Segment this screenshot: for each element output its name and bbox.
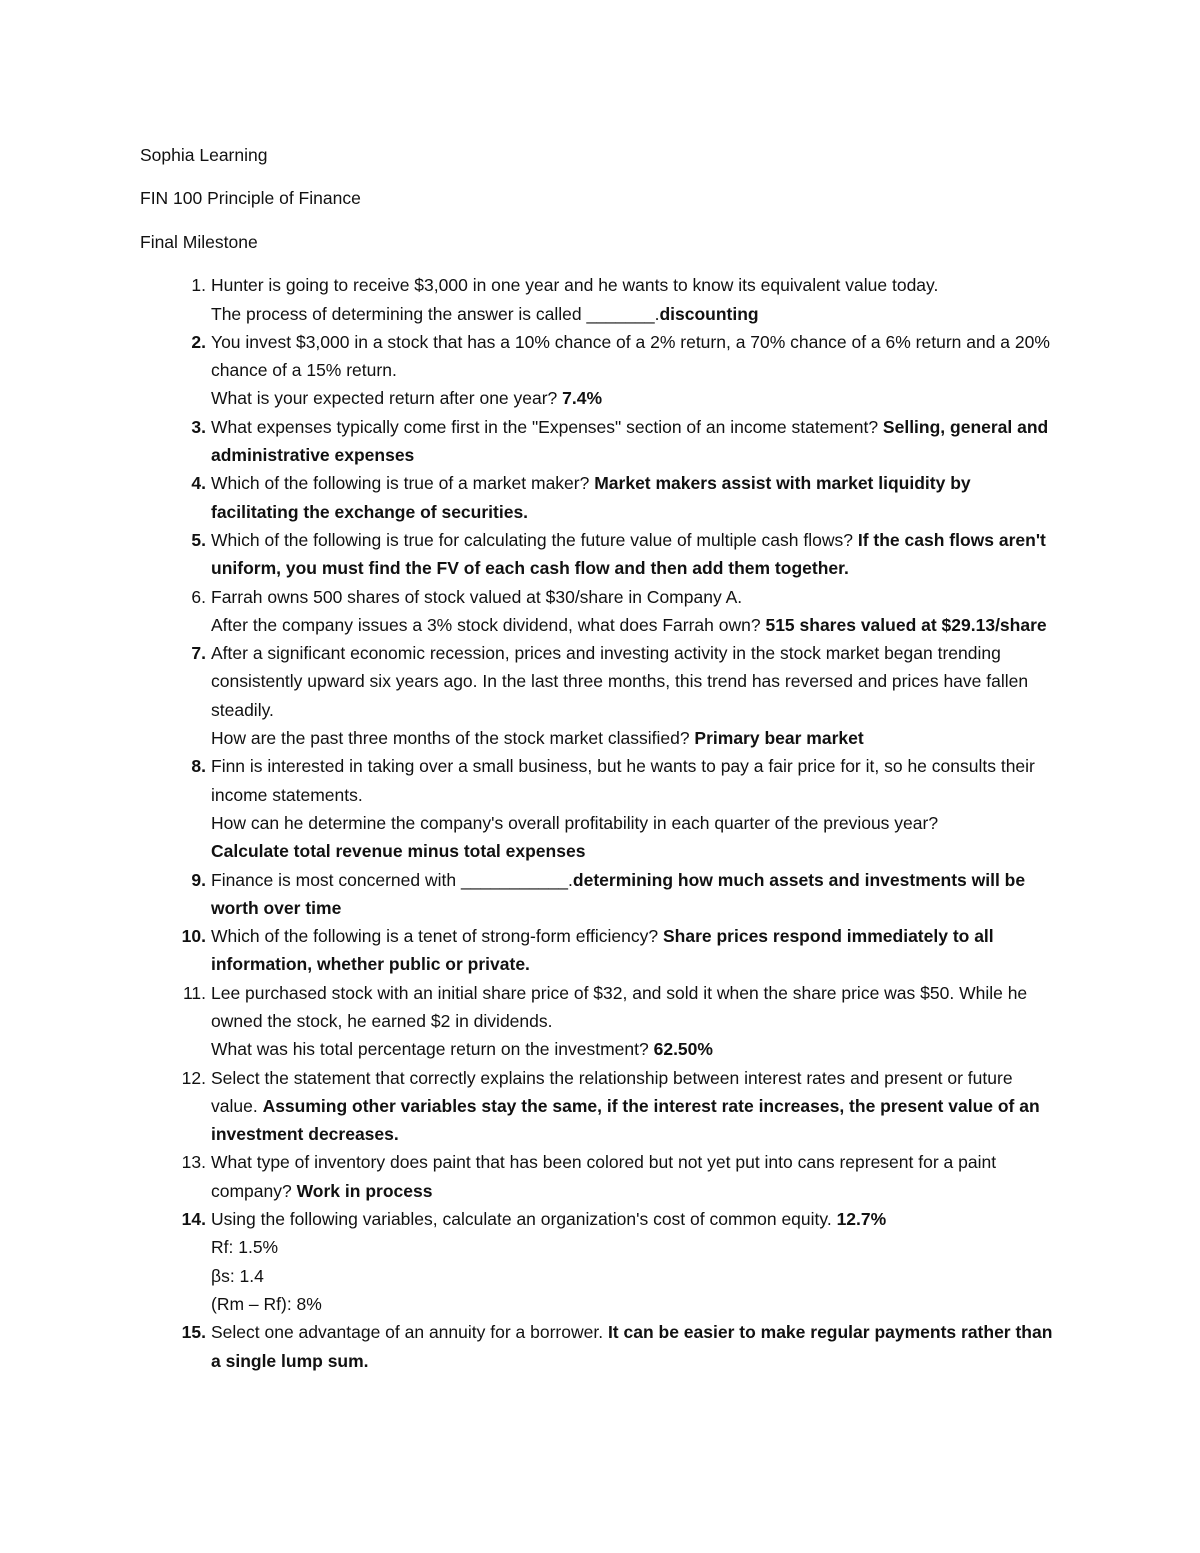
- question-text: Finance is most concerned with ___________.: [211, 869, 573, 890]
- question-7: [140, 639, 1060, 752]
- answer-text: Primary bear market: [694, 728, 864, 749]
- question-number: 15.: [181, 1322, 206, 1343]
- question-8: [140, 752, 1060, 865]
- question-number: 4.: [191, 473, 206, 494]
- question-text: What expenses typically come first in the "Expenses" section of an income statement?: [211, 416, 883, 437]
- question-12: [140, 1064, 1060, 1149]
- question-text: What type of inventory does paint that has been colored but not yet put into cans represent for a paint company?: [211, 1152, 997, 1201]
- question-text: How can he determine the company's overall profitability in each quarter of the previous year?: [211, 812, 939, 833]
- answer-text: 7.4%: [562, 388, 603, 409]
- question-number: 3.: [191, 416, 206, 437]
- question-text: Using the following variables, calculate an organization's cost of common equity.: [211, 1209, 837, 1230]
- answer-text: Share prices respond immediately to all information, whether public or private.: [211, 926, 994, 975]
- question-number: 12.: [181, 1067, 206, 1088]
- question-text: The process of determining the answer is called _______.: [211, 303, 660, 324]
- question-number: 14.: [181, 1209, 206, 1230]
- question-text: How are the past three months of the stock market classified?: [211, 728, 695, 749]
- question-text: Select one advantage of an annuity for a borrower.: [211, 1322, 608, 1343]
- variable-beta: βs: 1.4: [211, 1265, 264, 1286]
- question-6: [140, 583, 1060, 640]
- question-text: Select the statement that correctly explains the relationship between interest rates and present or future value.: [211, 1067, 1013, 1116]
- document-title: Final Milestone: [140, 231, 258, 252]
- answer-text: It can be easier to make regular payments rather than a single lump sum.: [211, 1322, 1053, 1371]
- variable-market-premium: (Rm – Rf): 8%: [211, 1293, 322, 1314]
- question-text: Which of the following is true for calculating the future value of multiple cash flows?: [211, 529, 858, 550]
- question-2: [140, 328, 1060, 413]
- question-number: 11.: [182, 982, 206, 1003]
- answer-text: 12.7%: [836, 1209, 887, 1230]
- question-text: Which of the following is a tenet of strong-form efficiency?: [211, 926, 663, 947]
- question-number: 1.: [191, 275, 206, 296]
- question-text: What was his total percentage return on the investment?: [211, 1039, 654, 1060]
- question-number: 8.: [191, 756, 206, 777]
- question-15: [140, 1318, 1060, 1375]
- question-text: Finn is interested in taking over a small business, but he wants to pay a fair price for it, so he consults their income statements.: [211, 756, 1035, 805]
- answer-text: Selling, general and administrative expenses: [211, 416, 1049, 466]
- answer-text: 62.50%: [653, 1039, 713, 1060]
- variable-rf: Rf: 1.5%: [211, 1237, 279, 1258]
- question-9: [140, 866, 1060, 923]
- question-number: 5.: [191, 529, 206, 550]
- question-text: What is your expected return after one year?: [211, 388, 563, 409]
- answer-text: Assuming other variables stay the same, if the interest rate increases, the present value of an investment decreases.: [211, 1095, 1040, 1145]
- question-text: Farrah owns 500 shares of stock valued at $30/share in Company A.: [211, 586, 743, 607]
- answer-text: Market makers assist with market liquidity by facilitating the exchange of securities.: [211, 473, 971, 522]
- answer-text: determining how much assets and investments will be worth over time: [211, 869, 1026, 918]
- question-number: 6.: [191, 586, 206, 607]
- answer-text: If the cash flows aren't uniform, you must find the FV of each cash flow and then add them together.: [211, 529, 1046, 579]
- question-5: [140, 526, 1060, 583]
- question-text: After a significant economic recession, prices and investing activity in the stock market began trending consistently upward six years ago. In the last three months, this trend has reversed and prices have fallen steadily.: [211, 643, 1029, 720]
- question-text: You invest $3,000 in a stock that has a 10% chance of a 2% return, a 70% chance of a 6% return and a 20% chance of a 15% return.: [211, 331, 1050, 381]
- question-number: 2.: [191, 331, 206, 352]
- question-4: [140, 469, 1060, 526]
- question-3: [140, 413, 1060, 470]
- question-11: [140, 979, 1060, 1064]
- question-text: Lee purchased stock with an initial share price of $32, and sold it when the share price was $50. While he owned the stock, he earned $2 in dividends.: [211, 982, 1028, 1031]
- question-text: After the company issues a 3% stock dividend, what does Farrah own?: [211, 614, 766, 635]
- school-name: Sophia Learning: [140, 145, 268, 165]
- answer-text: discounting: [659, 303, 759, 324]
- question-1: [140, 271, 1060, 328]
- question-number: 10.: [181, 926, 206, 947]
- question-text: Which of the following is true of a market maker?: [211, 473, 595, 494]
- question-number: 9.: [191, 869, 206, 890]
- answer-text: 515 shares valued at $29.13/share: [765, 614, 1047, 635]
- question-number: 13.: [181, 1152, 206, 1173]
- question-14: [140, 1205, 1060, 1318]
- question-list: [140, 271, 1060, 1375]
- question-text: Hunter is going to receive $3,000 in one year and he wants to know its equivalent value today.: [211, 275, 939, 296]
- answer-text: Calculate total revenue minus total expenses: [211, 841, 586, 862]
- question-13: [140, 1148, 1060, 1205]
- question-number: 7.: [191, 643, 206, 664]
- answer-text: Work in process: [296, 1180, 433, 1201]
- course-title: FIN 100 Principle of Finance: [140, 188, 361, 209]
- question-10: [140, 922, 1060, 979]
